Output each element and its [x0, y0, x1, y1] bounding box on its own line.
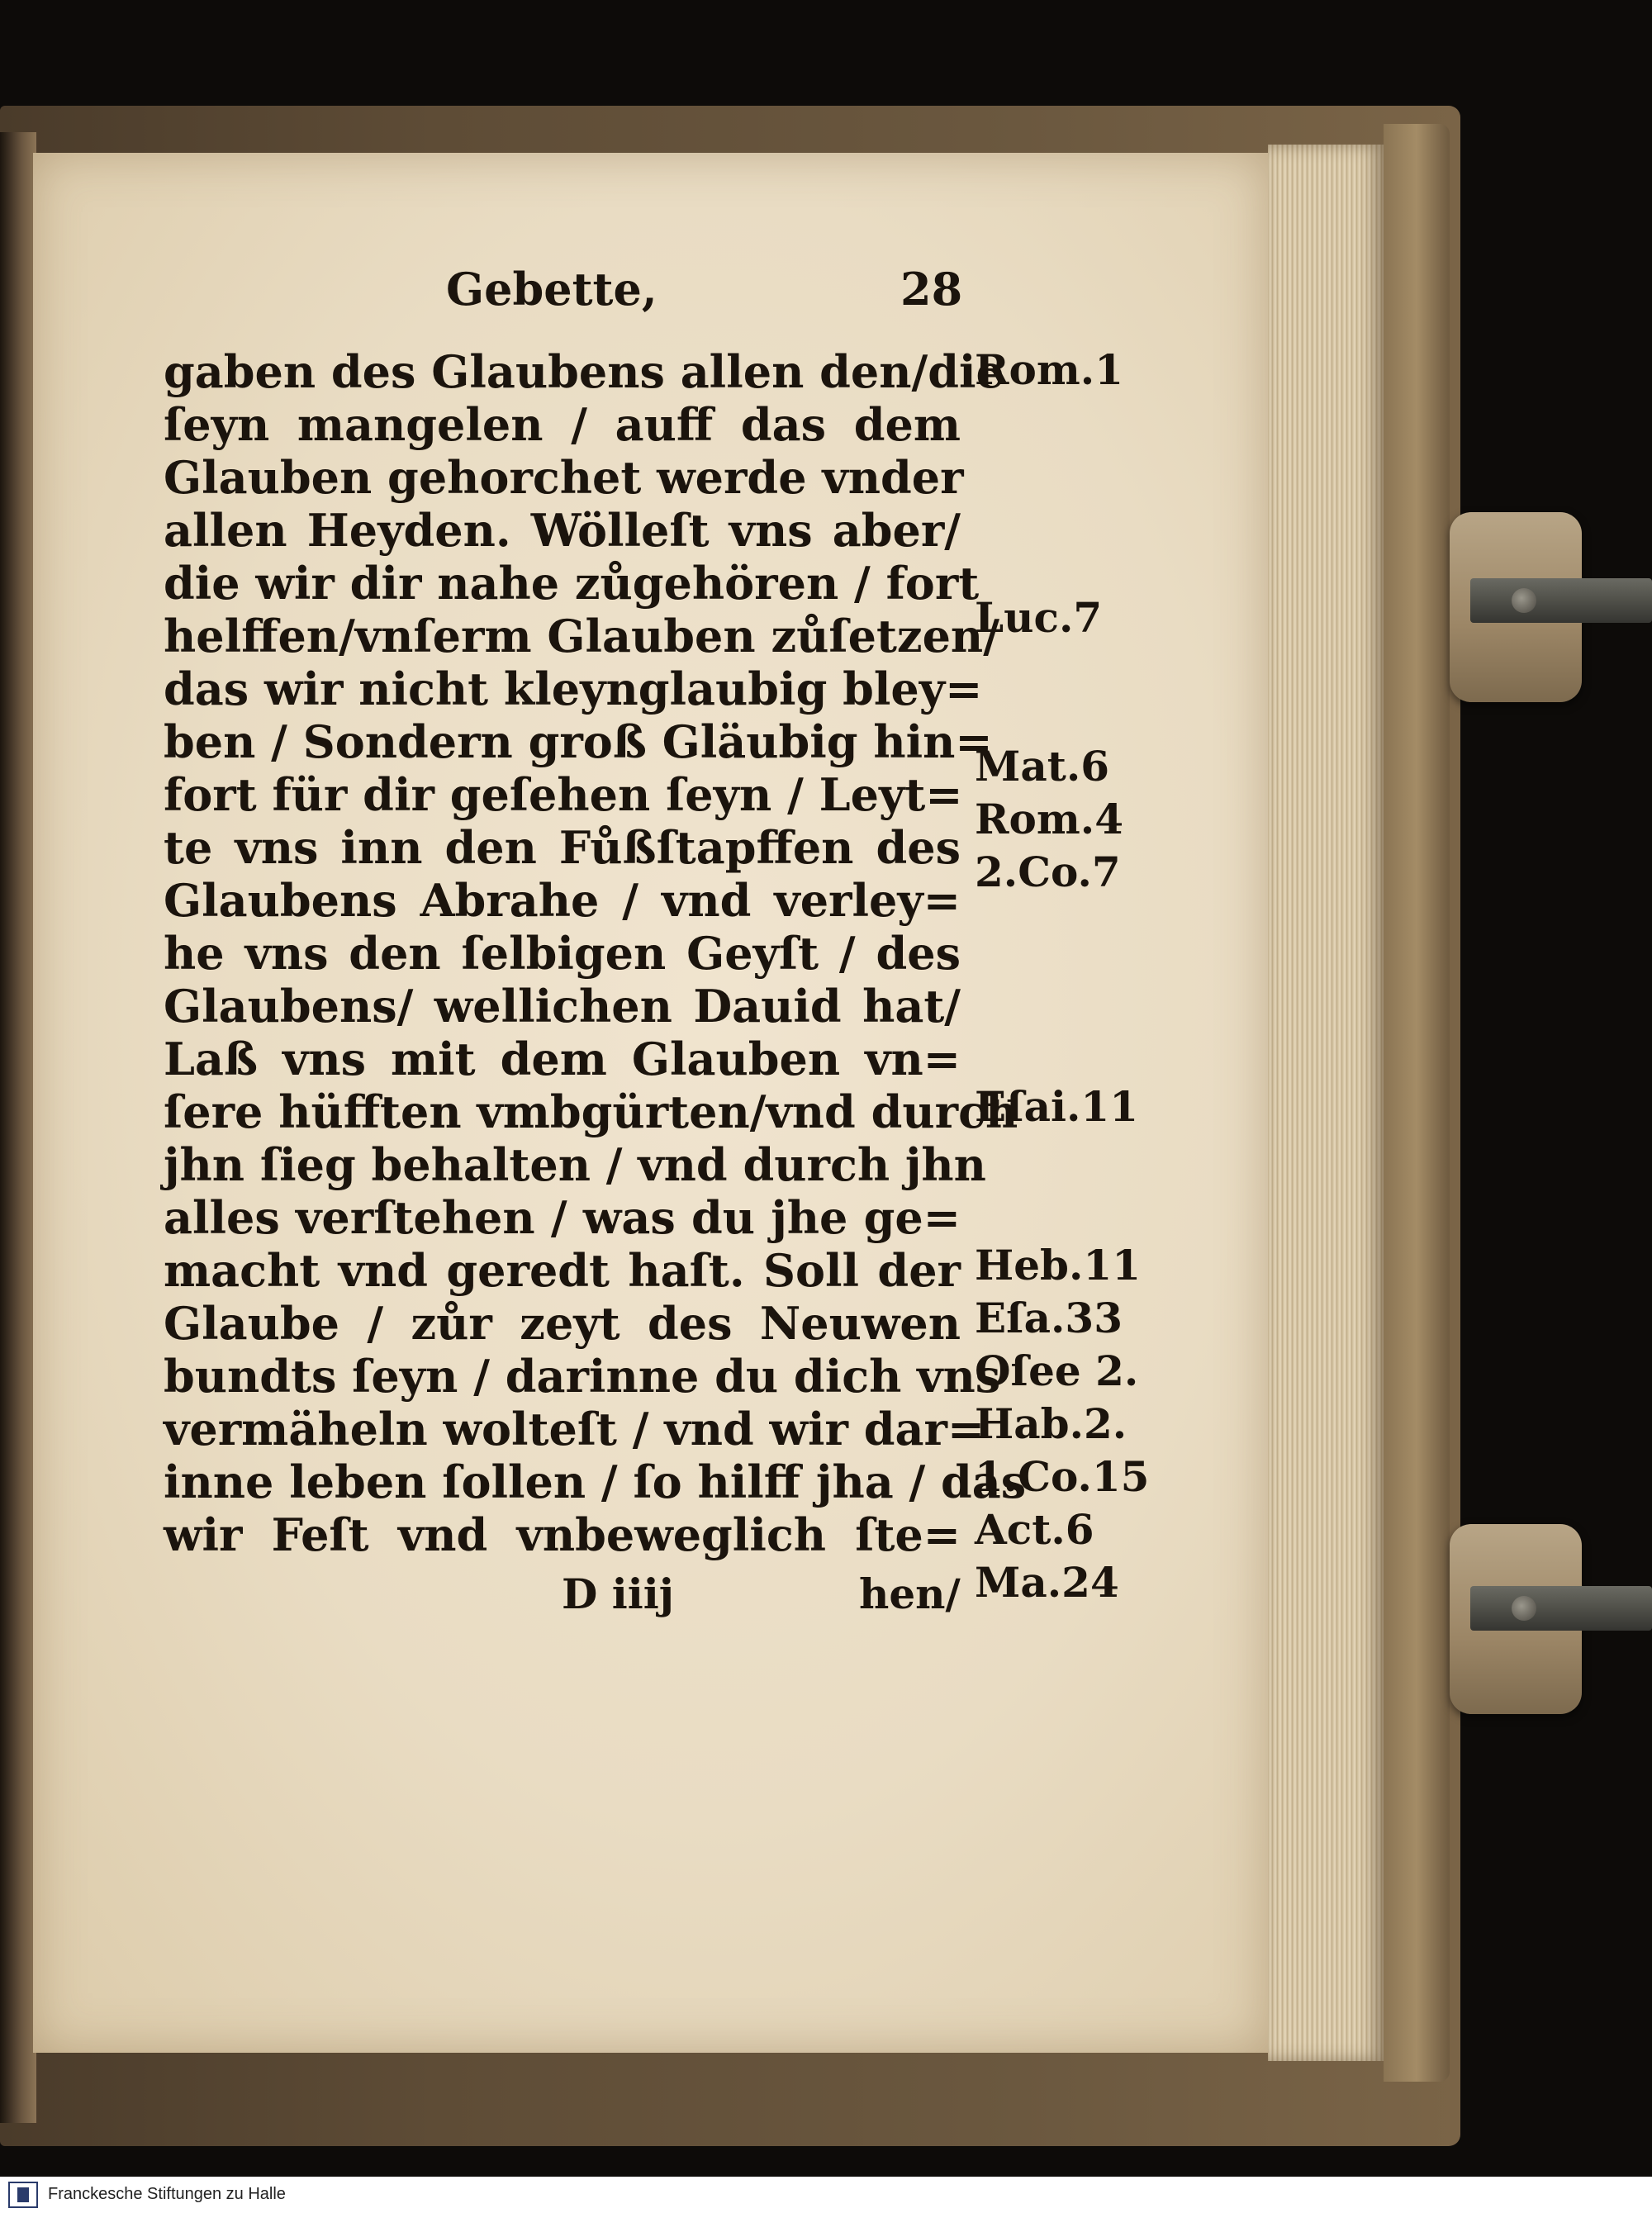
text-line: ben / Sondern groß Gläubig hin=: [164, 715, 993, 768]
upper-clasp-bar: [1470, 578, 1652, 623]
text-line: helffen/vnſerm Glauben zůſetzen/: [164, 610, 999, 662]
text-line: he vns den ſelbigen Geyſt / des: [164, 927, 961, 980]
page-number: 28: [900, 263, 963, 316]
lower-clasp-rivet: [1512, 1596, 1536, 1621]
marginal-note: Rom.1: [975, 345, 1124, 394]
text-line: fort für dir geſehen ſeyn / Leyt=: [164, 768, 963, 821]
text-line: Glaube / zůr zeyt des Neuwen: [164, 1297, 961, 1350]
marginal-note: Mat.6: [975, 742, 1110, 791]
text-line: wir Feſt vnd vnbeweglich ſte=: [164, 1508, 961, 1561]
marginal-note: 2.Co.7: [975, 848, 1121, 896]
text-line: Glaubens/ wellichen Dauid hat/: [164, 980, 961, 1033]
text-line: ſeyn mangelen / auff das dem: [164, 398, 961, 451]
running-head: Gebette,: [446, 263, 657, 316]
catchword: hen/: [859, 1570, 961, 1618]
text-line: Laß vns mit dem Glauben vn=: [164, 1033, 961, 1085]
marginal-note: Heb.11: [975, 1241, 1142, 1289]
marginal-note: Oſee 2.: [975, 1346, 1139, 1395]
marginal-note: Ma.24: [975, 1558, 1119, 1607]
text-line: te vns inn den Fůßſtapffen des: [164, 821, 961, 874]
text-line: gaben des Glaubens allen den/die: [164, 345, 1004, 398]
text-line: vermäheln wolteſt / vnd wir dar=: [164, 1403, 985, 1456]
marginal-note: Luc.7: [975, 593, 1103, 642]
upper-clasp-rivet: [1512, 588, 1536, 613]
institution-name: Franckesche Stiftungen zu Halle: [48, 2185, 286, 2203]
page-block-edge: [1268, 145, 1384, 2061]
text-line: inne leben ſollen / ſo hilff jha / das: [164, 1456, 1027, 1508]
marginal-note: Rom.4: [975, 795, 1124, 843]
footer-bar: [0, 2177, 1652, 2213]
marginal-note: Eſa.33: [975, 1294, 1123, 1342]
text-line: Glaubens Abrahe / vnd verley=: [164, 874, 961, 927]
signature-mark: D iiij: [562, 1570, 674, 1618]
francke-foundation-logo-icon: [8, 2182, 38, 2208]
text-line: jhn ſieg behalten / vnd durch jhn: [164, 1138, 986, 1191]
text-line: allen Heyden. Wölleſt vns aber/: [164, 504, 961, 557]
marginal-note: Eſai.11: [975, 1082, 1138, 1131]
book-board-edge: [1384, 124, 1450, 2082]
text-line: ſere hüfften vmbgürten/vnd durch: [164, 1085, 1018, 1138]
text-line: Glauben gehorchet werde vnder: [164, 451, 964, 504]
text-line: das wir nicht kleynglaubig bley=: [164, 662, 983, 715]
book-gutter: [0, 132, 36, 2123]
lower-clasp-bar: [1470, 1586, 1652, 1631]
text-line: alles verſtehen / was du jhe ge=: [164, 1191, 961, 1244]
text-line: bundts ſeyn / darinne du dich vns: [164, 1350, 1001, 1403]
marginal-note: 1.Co.15: [975, 1452, 1150, 1501]
marginal-note: Hab.2.: [975, 1399, 1127, 1448]
marginal-note: Act.6: [975, 1505, 1094, 1554]
text-line: macht vnd geredt haſt. Soll der: [164, 1244, 961, 1297]
text-line: die wir dir nahe zůgehören / fort: [164, 557, 980, 610]
